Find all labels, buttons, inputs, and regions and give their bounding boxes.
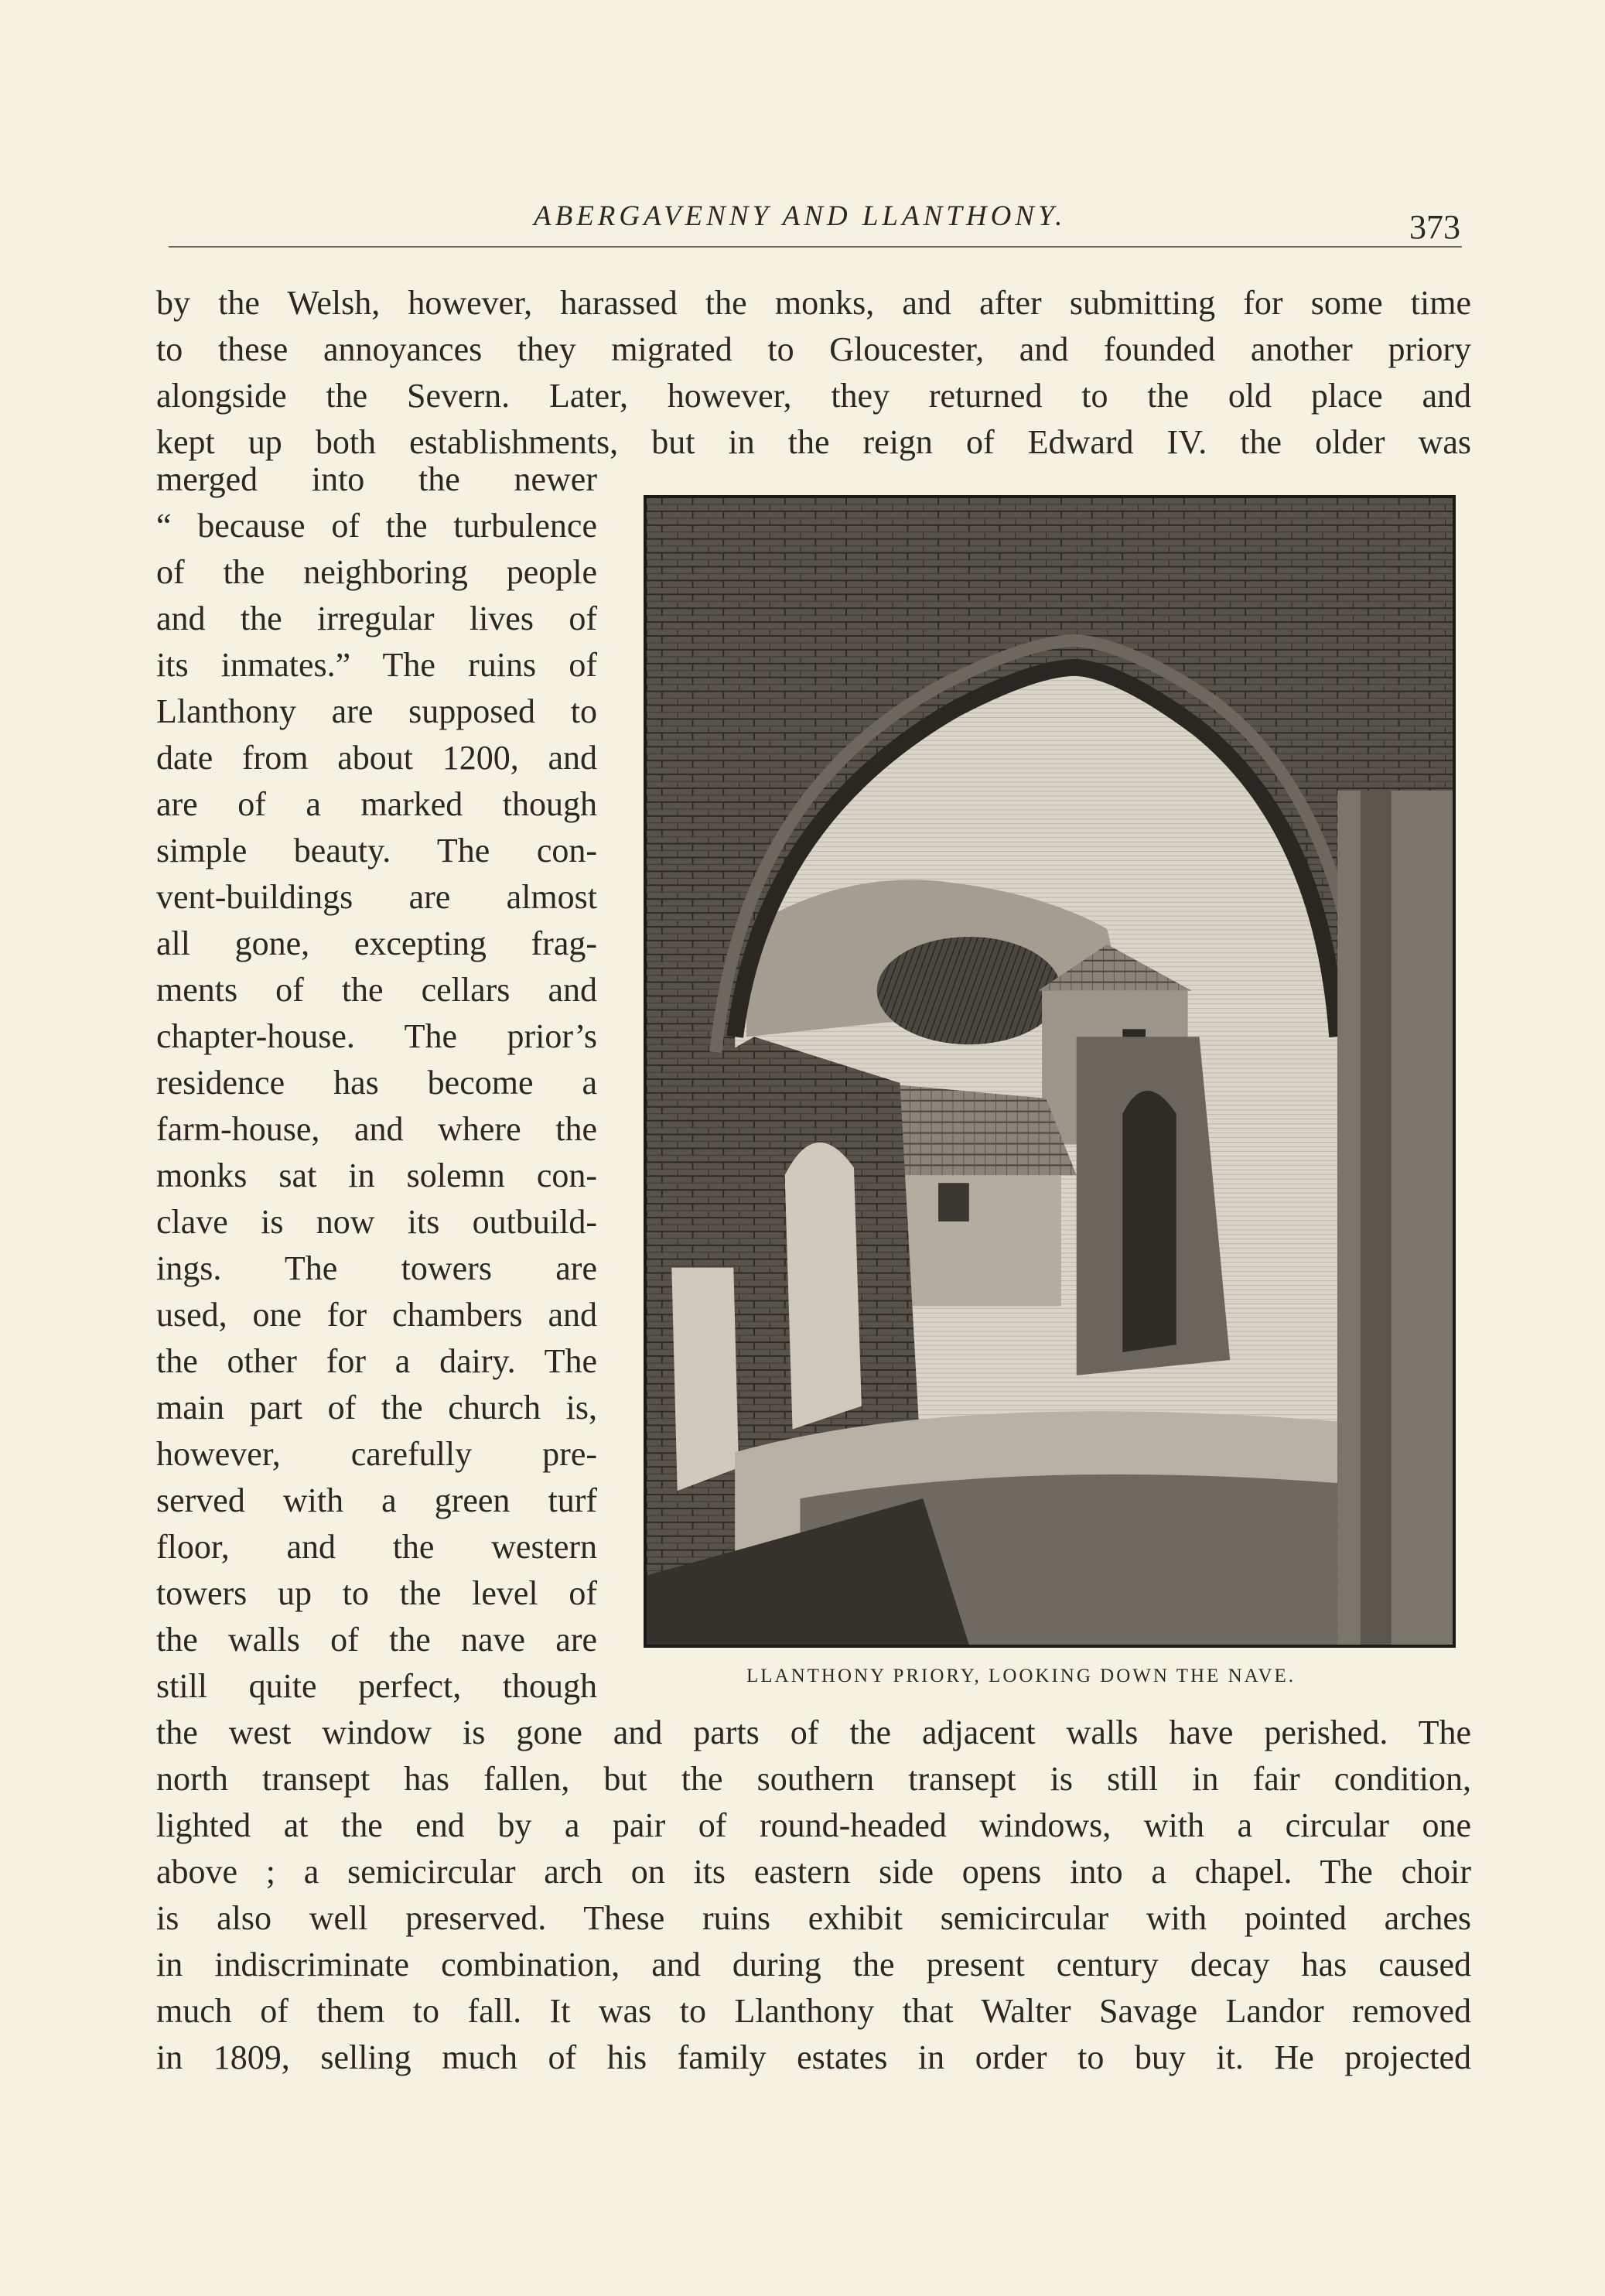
text-line: vent-buildings are almost — [156, 878, 597, 916]
figure-caption: LLANTHONY PRIORY, LOOKING DOWN THE NAVE. — [746, 1666, 1296, 1686]
text-line: floor, and the western — [156, 1528, 597, 1566]
text-line: to these annoyances they migrated to Gloucester, and founded another priory — [156, 330, 1471, 368]
text-line: of the neighboring people — [156, 553, 597, 591]
text-line: served with a green turf — [156, 1481, 597, 1519]
text-line: is also well preserved. These ruins exhibit semicircular with pointed arches — [156, 1899, 1471, 1937]
header-rule — [169, 246, 1462, 248]
text-line: above ; a semicircular arch on its eastern side opens into a chapel. The choir — [156, 1853, 1471, 1891]
text-line: in indiscriminate combination, and during the present century decay has caused — [156, 1946, 1471, 1983]
text-line: the walls of the nave are — [156, 1621, 597, 1659]
text-line: its inmates.” The ruins of — [156, 646, 597, 684]
text-line: ings. The towers are — [156, 1249, 597, 1287]
text-line: however, carefully pre- — [156, 1435, 597, 1473]
text-line: merged into the newer — [156, 460, 597, 498]
text-line: farm-house, and where the — [156, 1110, 597, 1148]
text-line: ments of the cellars and — [156, 971, 597, 1009]
text-line: all gone, excepting frag- — [156, 924, 597, 962]
text-line: and the irregular lives of — [156, 600, 597, 637]
text-line: “ because of the turbulence — [156, 507, 597, 545]
text-line: monks sat in solemn con- — [156, 1157, 597, 1194]
text-line: in 1809, selling much of his family estates in order to buy it. He projected — [156, 2038, 1471, 2076]
text-line: still quite perfect, though — [156, 1667, 597, 1705]
page-number: 373 — [1409, 208, 1460, 246]
text-line: lighted at the end by a pair of round-headed windows, with a circular one — [156, 1806, 1471, 1844]
text-line: clave is now its outbuild- — [156, 1203, 597, 1241]
text-line: by the Welsh, however, harassed the monks, and after submitting for some time — [156, 284, 1471, 322]
text-line: date from about 1200, and — [156, 739, 597, 777]
text-line: alongside the Severn. Later, however, they returned to the old place and — [156, 377, 1471, 415]
priory-nave-illustration — [647, 498, 1453, 1645]
text-line: main part of the church is, — [156, 1389, 597, 1426]
text-line: the other for a dairy. The — [156, 1342, 597, 1380]
text-line: north transept has fallen, but the southern transept is still in fair condition, — [156, 1760, 1471, 1798]
text-line: the west window is gone and parts of the adjacent walls have perished. The — [156, 1713, 1471, 1751]
running-title: ABERGAVENNY AND LLANTHONY. — [534, 200, 1067, 232]
text-line: simple beauty. The con- — [156, 832, 597, 870]
text-line: are of a marked though — [156, 785, 597, 823]
text-line: towers up to the level of — [156, 1574, 597, 1612]
illustration-engraving — [644, 495, 1456, 1648]
text-line: kept up both establishments, but in the reign of Edward IV. the older was — [156, 423, 1471, 461]
text-line: Llanthony are supposed to — [156, 692, 597, 730]
text-line: used, one for chambers and — [156, 1296, 597, 1334]
text-line: residence has become a — [156, 1064, 597, 1102]
text-line: much of them to fall. It was to Llanthony that Walter Savage Landor removed — [156, 1992, 1471, 2030]
text-line: chapter-house. The prior’s — [156, 1017, 597, 1055]
